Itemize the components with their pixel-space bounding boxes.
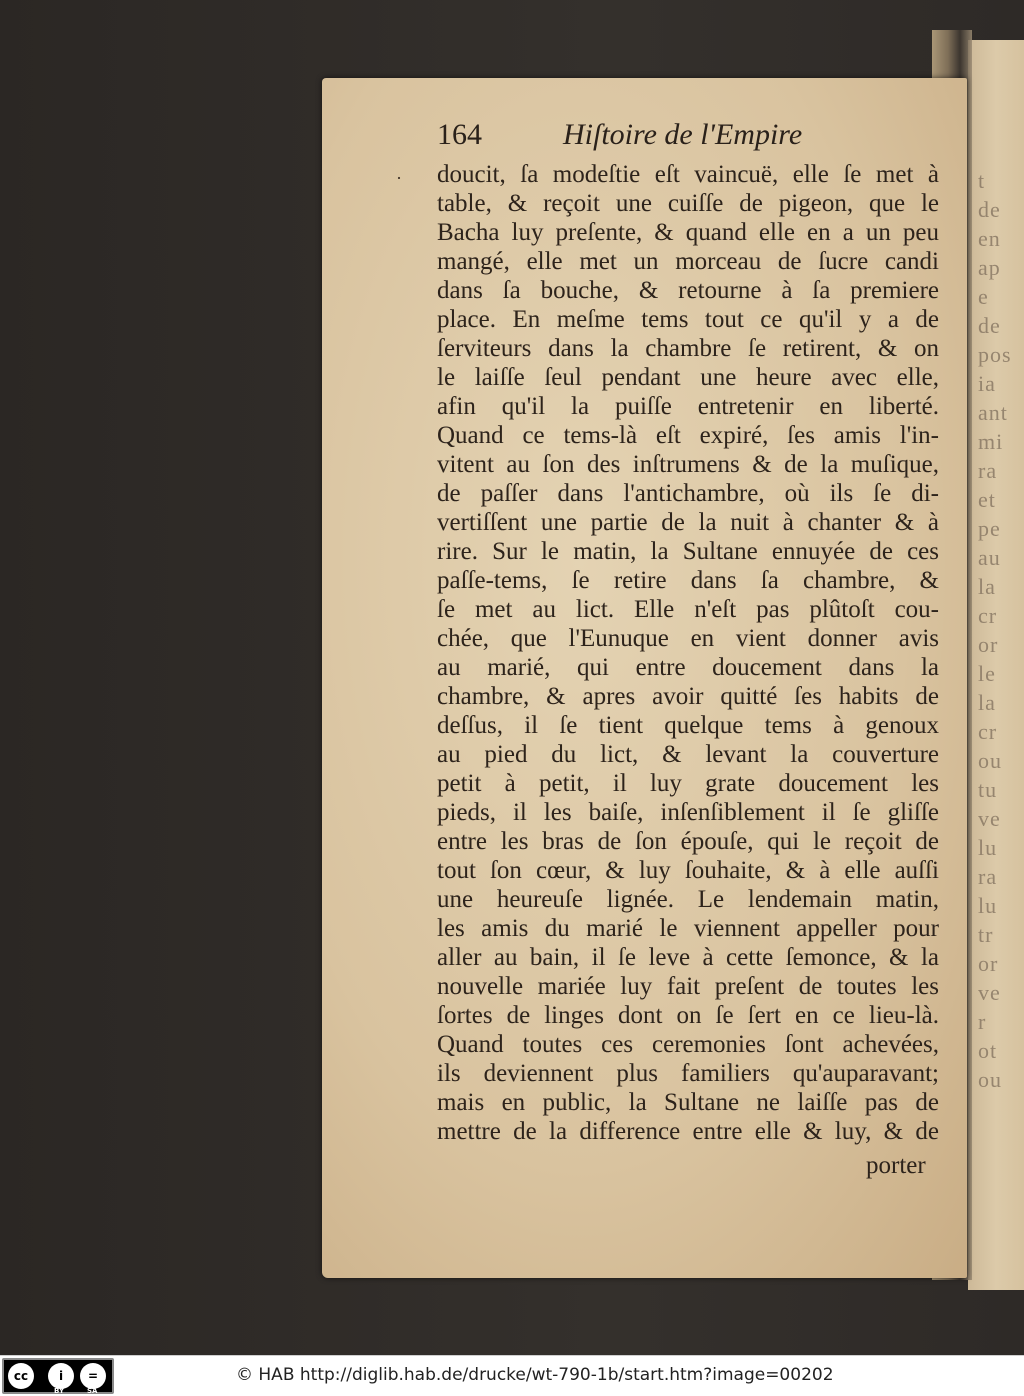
text-line: entre les bras de ſon épouſe, qui le reçoit de <box>437 828 939 855</box>
facing-page-fragment: lu <box>978 893 998 918</box>
text-line: vertiſſent une partie de la nuit à chanter & à <box>437 509 939 536</box>
text-line: table, & reçoit une cuiſſe de pigeon, que le <box>437 190 939 217</box>
facing-page-fragment: ia <box>978 371 996 396</box>
facing-page-fragment: ot <box>978 1038 998 1063</box>
catchword: porter <box>866 1152 926 1179</box>
share-alike-icon: = <box>80 1363 106 1389</box>
facing-page-fragment: ou <box>978 1067 1002 1092</box>
facing-page-fragment: ou <box>978 748 1002 773</box>
facing-page-fragment: lu <box>978 835 998 860</box>
facing-page-fragment: pe <box>978 516 1001 541</box>
body-text <box>437 160 939 1146</box>
facing-page-fragment: ra <box>978 864 998 889</box>
text-line: les amis du marié le viennent appeller pour <box>437 915 939 942</box>
facing-page-fragment: ve <box>978 980 1001 1005</box>
text-line: mangé, elle met un morceau de ſucre candi <box>437 248 939 275</box>
by-label: BY <box>54 1387 65 1395</box>
facing-page-fragment: de <box>978 313 1001 338</box>
text-line: Quand toutes ces ceremonies ſont achevées, <box>437 1031 939 1058</box>
text-line: une heureuſe lignée. Le lendemain matin, <box>437 886 939 913</box>
facing-page-fragment: en <box>978 226 1001 251</box>
text-line: ils deviennent plus familiers qu'auparavant; <box>437 1060 939 1087</box>
facing-page-fragment: or <box>978 951 999 976</box>
facing-page-fragment: ap <box>978 255 1001 280</box>
facing-page-fragment: au <box>978 545 1001 570</box>
sa-label: SA <box>87 1387 98 1395</box>
facing-page-fragment: tu <box>978 777 998 802</box>
cc-icon: cc <box>8 1363 34 1389</box>
text-line: mettre de la difference entre elle & luy, & de <box>437 1118 939 1145</box>
facing-page-fragment: t <box>978 168 986 193</box>
facing-page-fragment: or <box>978 632 999 657</box>
facing-page-fragment: et <box>978 487 996 512</box>
text-line: place. En meſme tems tout ce qu'il y a de <box>437 306 939 333</box>
text-line: doucit, ſa modeſtie eſt vaincuë, elle ſe met à <box>437 161 939 188</box>
text-line: ſerviteurs dans la chambre ſe retirent, & on <box>437 335 939 362</box>
text-line: chambre, & apres avoir quitté ſes habits de <box>437 683 939 710</box>
text-line: Bacha luy preſente, & quand elle en a un peu <box>437 219 939 246</box>
facing-page-fragment: ve <box>978 806 1001 831</box>
text-line: ſe met au lict. Elle n'eſt pas plûtoſt cou- <box>437 596 939 623</box>
facing-page-fragment: ant <box>978 400 1008 425</box>
facing-page-edge <box>968 40 1024 1290</box>
facing-page-fragment: pos <box>978 342 1012 367</box>
facing-page-fragment: tr <box>978 922 994 947</box>
page-header <box>437 118 937 158</box>
text-line: le laiſſe ſeul pendant une heure avec elle, <box>437 364 939 391</box>
text-line: rire. Sur le matin, la Sultane ennuyée de ces <box>437 538 939 565</box>
text-line: deſſus, il ſe tient quelque tems à genoux <box>437 712 939 739</box>
text-line: chée, que l'Eunuque en vient donner avis <box>437 625 939 652</box>
text-line: dans ſa bouche, & retourne à ſa premiere <box>437 277 939 304</box>
page-number: 164 <box>437 118 482 151</box>
cc-license-badge[interactable] <box>2 1358 114 1394</box>
facing-page-fragment: de <box>978 197 1001 222</box>
text-line: de paſſer dans l'antichambre, où ils ſe di- <box>437 480 939 507</box>
text-line: ſortes de linges dont on ſe ſert en ce lieu-là. <box>437 1002 939 1029</box>
text-line: pieds, il les baiſe, inſenſiblement il ſe gliſſe <box>437 799 939 826</box>
facing-page-fragment: la <box>978 690 996 715</box>
text-line: Quand ce tems-là eſt expiré, ſes amis l'in- <box>437 422 939 449</box>
facing-page-fragment: mi <box>978 429 1004 454</box>
text-line: aller au bain, il ſe leve à cette ſemonce, & la <box>437 944 939 971</box>
text-line: mais en public, la Sultane ne laiſſe pas de <box>437 1089 939 1116</box>
facing-page-fragment: cr <box>978 719 998 744</box>
text-line: au marié, qui entre doucement dans la <box>437 654 939 681</box>
text-line: afin qu'il la puiſſe entretenir en liberté. <box>437 393 939 420</box>
facing-page-fragment: e <box>978 284 989 309</box>
text-line: nouvelle mariée luy fait preſent de toutes les <box>437 973 939 1000</box>
footer-bar <box>0 1355 1024 1396</box>
text-line: au pied du lict, & levant la couverture <box>437 741 939 768</box>
text-line: paſſe-tems, ſe retire dans ſa chambre, & <box>437 567 939 594</box>
facing-page-fragment: le <box>978 661 996 686</box>
facing-page-fragment: cr <box>978 603 998 628</box>
running-title: Hiſtoire de l'Empire <box>563 118 803 151</box>
attribution-icon: i <box>48 1363 74 1389</box>
text-line: vitent au ſon des inſtrumens & de la muſique, <box>437 451 939 478</box>
facing-page-fragment: ra <box>978 458 998 483</box>
text-line: tout ſon cœur, & luy ſouhaite, & à elle auſſi <box>437 857 939 884</box>
margin-mark: · <box>396 168 402 188</box>
copyright-link[interactable]: © HAB http://diglib.hab.de/drucke/wt-790-1b/start.htm?image=00202 <box>236 1365 834 1385</box>
text-line: petit à petit, il luy grate doucement les <box>437 770 939 797</box>
facing-page-fragment: la <box>978 574 996 599</box>
facing-page-fragment: r <box>978 1009 987 1034</box>
